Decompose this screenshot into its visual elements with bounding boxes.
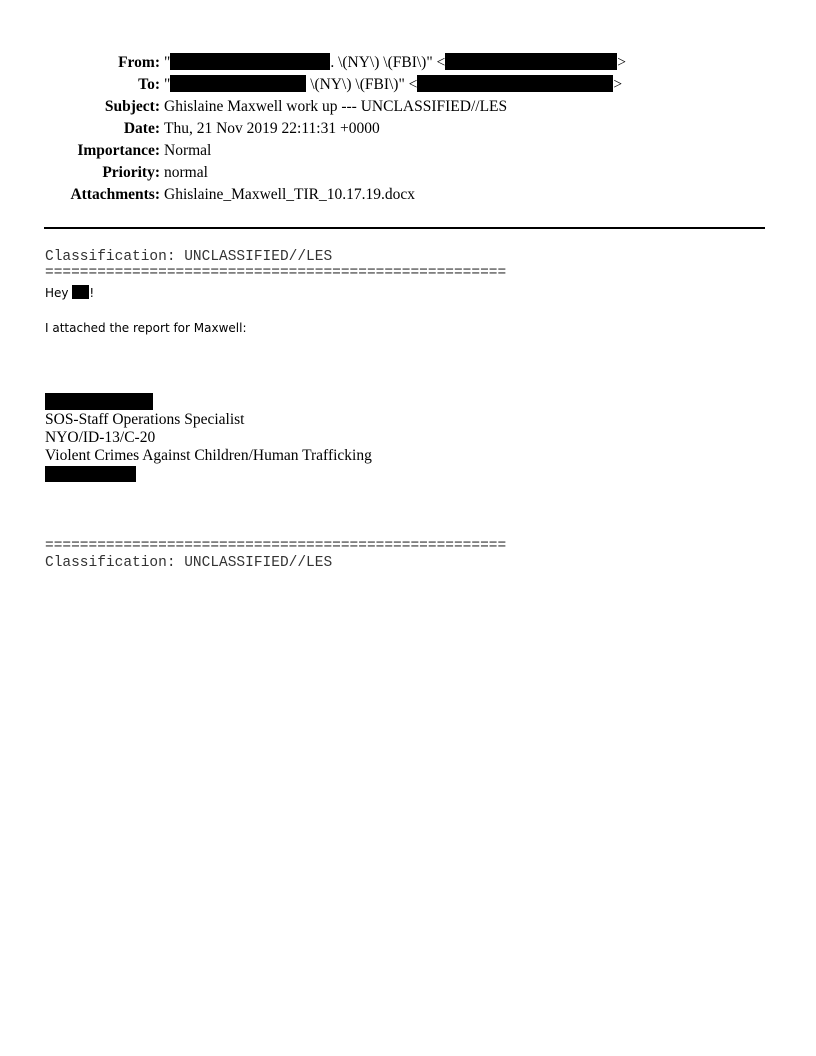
importance-value: Normal: [164, 142, 212, 159]
signature-contact-redaction: [45, 466, 136, 482]
to-open-quote: ": [164, 76, 171, 93]
greeting-suffix: !: [89, 286, 95, 300]
to-label: To:: [138, 76, 160, 93]
priority-row: [0, 162, 816, 184]
date-label: Date:: [123, 120, 160, 137]
sender-name-redaction: [45, 393, 153, 410]
attachments-row: [0, 184, 816, 206]
header-divider: [44, 227, 765, 229]
greeting: [45, 285, 94, 301]
subject-row: [0, 96, 816, 118]
signature-title: SOS-Staff Operations Specialist: [45, 411, 245, 428]
to-email-redaction: [417, 75, 613, 92]
from-row: [0, 52, 816, 74]
attachments-label: Attachments:: [70, 186, 160, 203]
priority-value: normal: [164, 164, 208, 181]
email-header: [0, 52, 816, 206]
message-text: I attached the report for Maxwell:: [45, 321, 247, 335]
signature-unit: Violent Crimes Against Children/Human Trafficking: [45, 447, 372, 464]
to-close: >: [613, 76, 623, 93]
to-mid: \(NY\) \(FBI\)" <: [306, 76, 418, 93]
priority-label: Priority:: [102, 164, 160, 181]
signature-office: NYO/ID-13/C-20: [45, 429, 156, 446]
date-row: [0, 118, 816, 140]
greeting-name-redaction: [72, 285, 89, 299]
from-mid: . \(NY\) \(FBI\)" <: [330, 54, 446, 71]
from-value: [164, 52, 626, 74]
from-name-redaction: [170, 53, 330, 70]
subject-value: Ghislaine Maxwell work up --- UNCLASSIFIED//LES: [164, 98, 508, 115]
to-row: [0, 74, 816, 96]
from-label: From:: [118, 54, 160, 71]
separator-top: =====================================================: [45, 265, 507, 281]
from-open-quote: ": [164, 54, 171, 71]
subject-label: Subject:: [104, 98, 160, 115]
to-name-redaction: [170, 75, 306, 92]
classification-bottom: Classification: UNCLASSIFIED//LES: [45, 555, 333, 571]
date-value: Thu, 21 Nov 2019 22:11:31 +0000: [164, 120, 380, 137]
classification-top: Classification: UNCLASSIFIED//LES: [45, 249, 333, 265]
to-value: [164, 74, 622, 96]
from-email-redaction: [445, 53, 617, 70]
from-close: >: [617, 54, 627, 71]
importance-row: [0, 140, 816, 162]
greeting-prefix: Hey: [45, 286, 73, 300]
attachment-filename: Ghislaine_Maxwell_TIR_10.17.19.docx: [164, 186, 415, 203]
importance-label: Importance:: [77, 142, 160, 159]
separator-bottom: =====================================================: [45, 538, 507, 554]
